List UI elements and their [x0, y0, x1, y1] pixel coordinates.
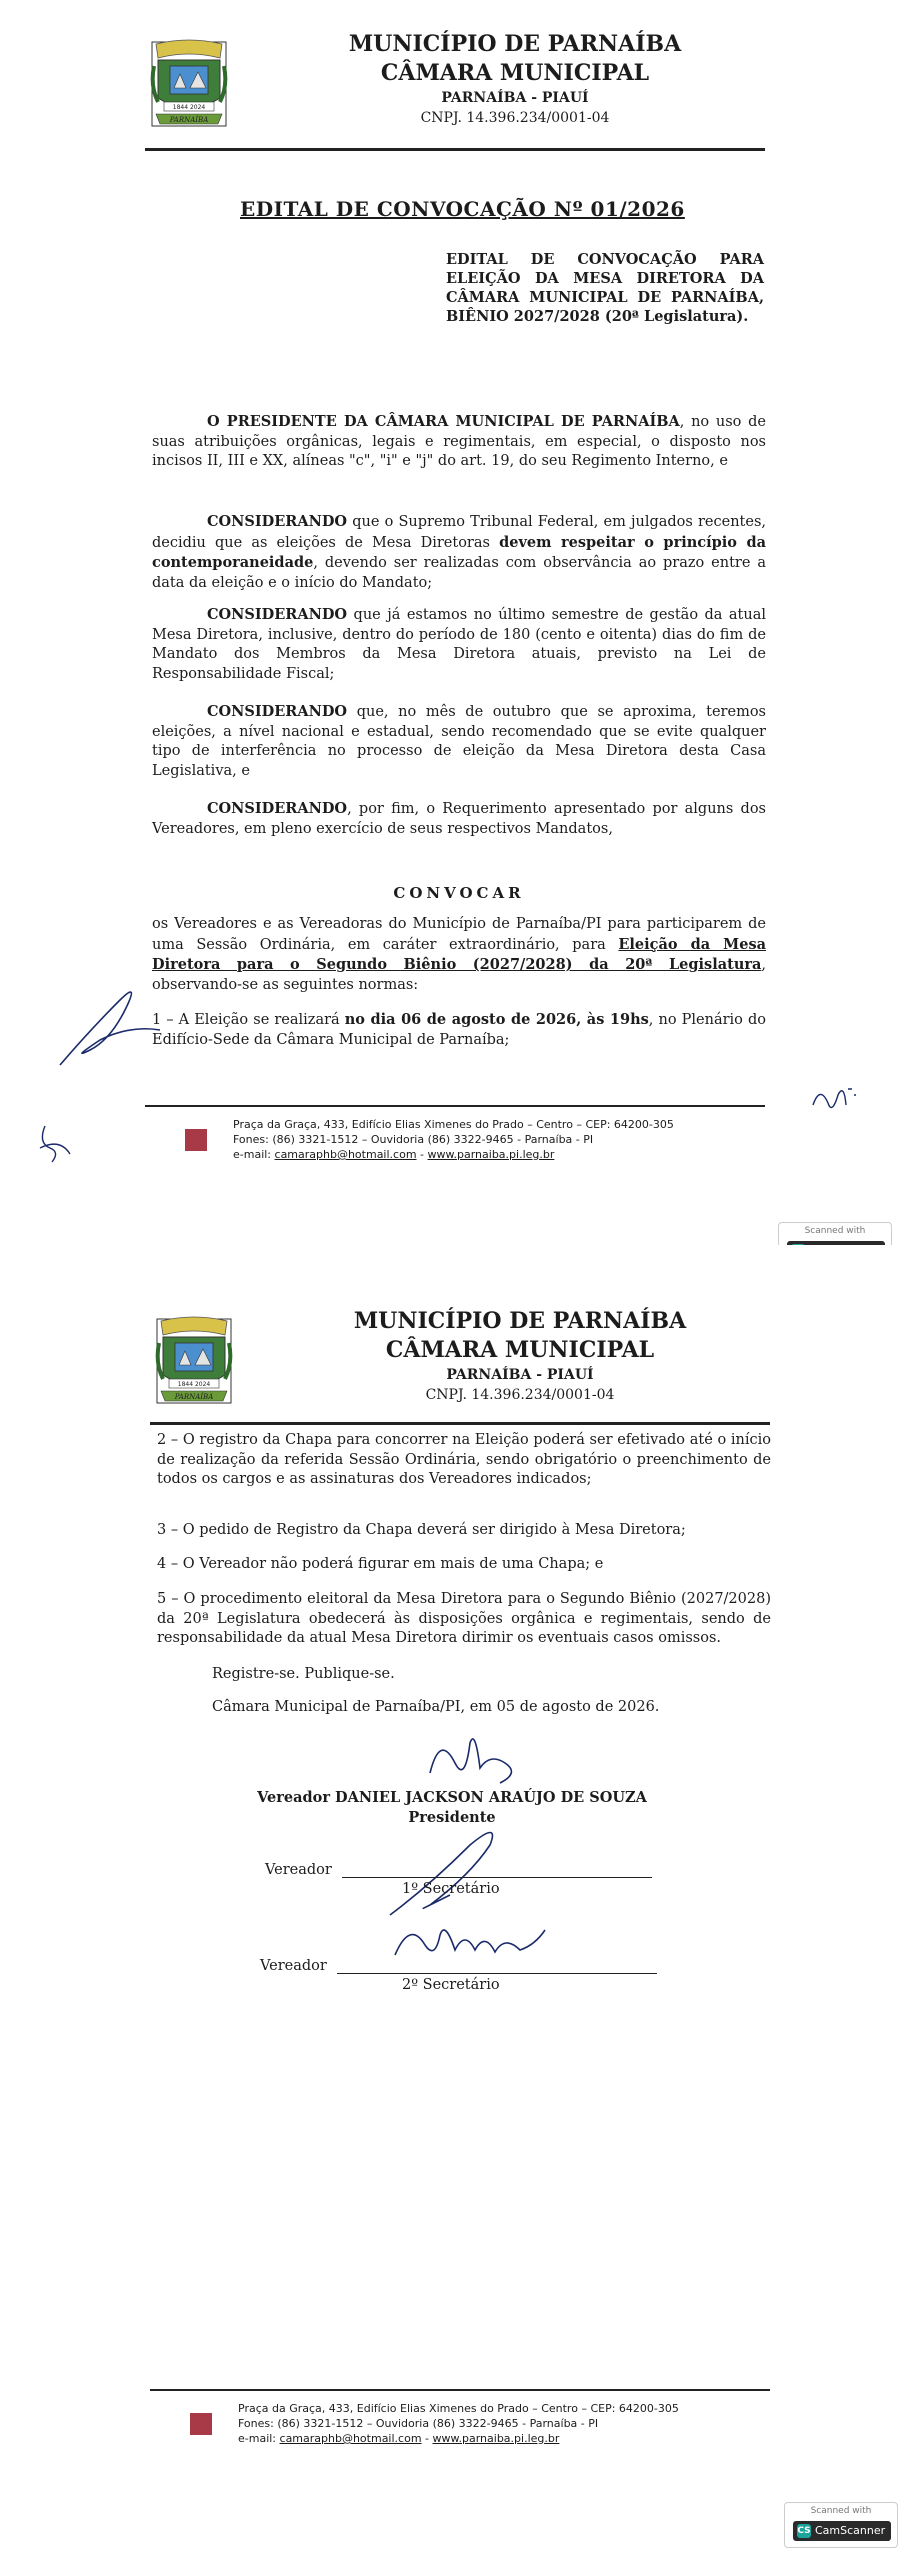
document-page-2 — [0, 1245, 904, 2560]
considerando-1: CONSIDERANDO que o Supremo Tribunal Federal, em julgados recentes, decidiu que as eleições de Mesa Diretoras devem respeitar o princípio da contemporaneidade, devendo ser realizadas com observância ao prazo entre a data da eleição e o início do Mandato; — [152, 513, 767, 591]
letterhead-text: MUNICÍPIO DE PARNAÍBA CÂMARA MUNICIPAL PARNAÍBA - PIAUÍ CNPJ. 14.396.234/0001-04 — [353, 1308, 687, 1403]
first-secretary-title: 1º Secretário — [402, 1881, 500, 1897]
letterhead — [145, 28, 765, 148]
coat-of-arms-icon — [155, 1313, 233, 1409]
letterhead-text — [305, 30, 725, 128]
preamble-paragraph: O PRESIDENTE DA CÂMARA MUNICIPAL DE PARNAÍBA, no uso de suas atribuições orgânicas, legais e regimentais, em especial, o disposto nos incisos II, III e XX, alíneas "c", "i" e "j" do art. 19, do seu Regimento Interno, e — [152, 413, 766, 469]
letterhead — [150, 1305, 770, 1425]
signature-line-2 — [337, 1973, 657, 1974]
camscanner-badge: Scanned with — [778, 1222, 892, 1268]
svg-text:1844 2024: 1844 2024 — [172, 104, 206, 111]
chamber-name: CÂMARA MUNICIPAL — [380, 60, 650, 86]
considerando-3: CONSIDERANDO que, no mês de outubro que se aproxima, teremos eleições, a nível nacional e estadual, sendo recomendado que se evite qualquer tipo de interferência no processo de eleição da Mesa Diretora desta Casa Legislativa, e — [152, 703, 766, 779]
convocation-paragraph: os Vereadores e as Vereadoras do Município de Parnaíba/PI para participarem de uma Sessão Ordinária, em caráter extraordinário, para Eleição da Mesa Diretora para o Segundo Biênio (2027/2028) da 20ª Legislatura, observando-se as seguintes normas: — [152, 916, 767, 993]
page-footer — [150, 2389, 770, 2459]
first-secretary-signature — [370, 1815, 520, 1925]
footer-square-icon — [185, 1129, 207, 1151]
coat-of-arms-icon — [150, 36, 228, 132]
svg-text:PARNAÍBA: PARNAÍBA — [174, 1393, 214, 1401]
municipality-name: MUNICÍPIO DE PARNAÍBA — [348, 31, 682, 57]
norm-2: 2 – O registro da Chapa para concorrer na Eleição poderá ser efetivado até o início de realização da referida Sessão Ordinária, sendo obrigatório o preenchimento de todos os cargos e as assinaturas dos Vereadores indicados; — [157, 1432, 771, 1487]
edital-summary: EDITAL DE CONVOCAÇÃO PARA ELEIÇÃO DA MESA DIRETORA DA CÂMARA MUNICIPAL DE PARNAÍBA, BIÊNIO 2027/2028 (20ª Legislatura). — [446, 251, 764, 325]
site-link[interactable]: www.parnaiba.pi.leg.br — [427, 1148, 555, 1161]
considerando-4: CONSIDERANDO, por fim, o Requerimento apresentado por alguns dos Vereadores, em pleno exercício de seus respectivos Mandatos, — [152, 800, 766, 837]
document-page-1 — [0, 0, 904, 1200]
edital-title: EDITAL DE CONVOCAÇÃO Nº 01/2026 — [240, 197, 685, 221]
second-secretary-title: 2º Secretário — [402, 1977, 500, 1993]
svg-text:1844 2024: 1844 2024 — [177, 1381, 211, 1388]
footer-square-icon — [190, 2413, 212, 2435]
camscanner-badge: Scanned with CS CamScanner — [784, 2502, 898, 2548]
considerando-2: CONSIDERANDO que já estamos no último semestre de gestão da atual Mesa Diretora, inclusive, dentro do período de 180 (cento e oitenta) dias do fim de Mandato dos Membros da Mesa Diretora atuais, previsto na Lei de Responsabilidade Fiscal; — [152, 606, 766, 682]
signature-initials-left — [50, 970, 170, 1080]
signature-margin-right — [808, 1075, 868, 1125]
email-link[interactable]: camaraphb@hotmail.com — [274, 1148, 417, 1161]
convocar-heading: CONVOCAR — [393, 884, 525, 902]
president-signature — [420, 1723, 530, 1793]
norm-3: 3 – O pedido de Registro da Chapa deverá ser dirigido à Mesa Diretora; — [157, 1522, 686, 1538]
president-name: Vereador DANIEL JACKSON ARAÚJO DE SOUZA — [257, 1789, 647, 1806]
site-link[interactable]: www.parnaiba.pi.leg.br — [432, 2432, 560, 2445]
registre-publique: Registre-se. Publique-se. — [212, 1666, 395, 1682]
header-rule — [150, 1422, 770, 1425]
svg-text:PARNAÍBA: PARNAÍBA — [169, 116, 209, 124]
vereador-label-1: Vereador — [265, 1862, 332, 1878]
city-state: PARNAÍBA - PIAUÍ — [441, 90, 589, 106]
signature-margin-left — [30, 1118, 80, 1168]
footer-address: Praça da Graça, 433, Edifício Elias Ximenes do Prado – Centro – CEP: 64200-305 Fones: (86) 3321-1512 – Ouvidoria (86) 3322-9465 - Parnaíba - PI e-mail: camaraphb@hotmail.com - www.parnaiba.pi.leg.br — [238, 2402, 679, 2445]
president-role: Presidente — [408, 1809, 496, 1826]
norm-4: 4 – O Vereador não poderá figurar em mais de uma Chapa; e — [157, 1556, 604, 1572]
place-and-date: Câmara Municipal de Parnaíba/PI, em 05 de agosto de 2026. — [212, 1699, 660, 1715]
norm-1: 1 – A Eleição se realizará no dia 06 de agosto de 2026, às 19hs, no Plenário do Edifício-Sede da Câmara Municipal de Parnaíba; — [152, 1011, 767, 1048]
footer-address: Praça da Graça, 433, Edifício Elias Ximenes do Prado – Centro – CEP: 64200-305 Fones: (86) 3321-1512 – Ouvidoria (86) 3322-9465 - Parnaíba - PI e-mail: camaraphb@hotmail.com - www.parnaiba.pi.leg.br — [233, 1118, 674, 1161]
signature-line-1 — [342, 1877, 652, 1878]
second-secretary-signature — [385, 1910, 555, 1980]
header-rule — [145, 148, 765, 151]
vereador-label-2: Vereador — [260, 1958, 327, 1974]
norm-5: 5 – O procedimento eleitoral da Mesa Diretora para o Segundo Biênio (2027/2028) da 20ª Legislatura obedecerá às disposições orgânica e regimentais, sendo de responsabilidade da atual Mesa Diretora dirimir os eventuais casos omissos. — [157, 1591, 771, 1646]
cnpj: CNPJ. 14.396.234/0001-04 — [420, 110, 610, 126]
page-footer — [145, 1105, 765, 1175]
email-link[interactable]: camaraphb@hotmail.com — [279, 2432, 422, 2445]
